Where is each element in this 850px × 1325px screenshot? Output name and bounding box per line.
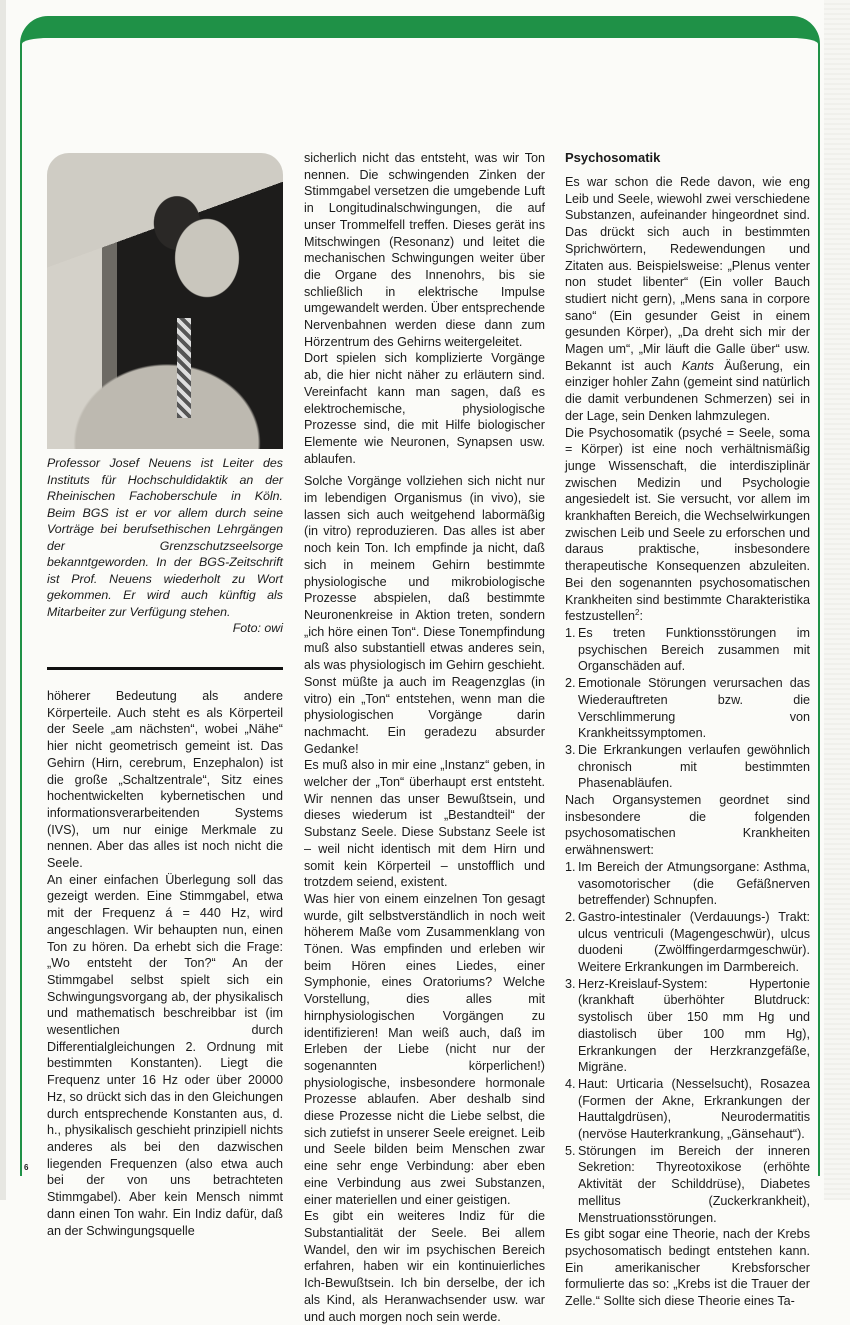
paragraph-organ-intro: Nach Organsystemen geordnet sind insbesondere die folgenden psychosomatischen Krankheiten erwähnenswert: — [565, 793, 810, 858]
photo-caption: Professor Josef Neuens ist Leiter des Instituts für Hochschuldidaktik an der Rheinischen Fachoberschule in Köln. Beim BGS ist er vor allem durch seine Vorträge bei berufsethischen Lehrgängen der Grenzschutzseelsorge bekanntgeworden. In der BGS-Zeitschrift ist Prof. Neuens wiederholt zu Wort gekommen. Er wird auch künftig als Mitarbeiter zur Verfügung stehen. — [47, 456, 283, 619]
paragraph: Solche Vorgänge vollziehen sich nicht nur im lebendigen Organismus (in vivo), sie lassen sich auch weitgehend labormäßig (in vitro) reproduzieren. Das alles ist aber noch kein Ton. Ich empfinde ja nicht, daß sich in meinem Gehirn bestimmte physiologische und mikrobiologische Prozesse abspielen, daß bestimmte Neuronenkreise in Aktion treten, sondern „ich höre einen Ton“. Diese Tonempfindung muß also substantiell etwas anderes sein, als was physiologisch im Gehirn geschieht. Sonst müßte ja auch im Reagenzglas (in vitro) ein „Ton“ entstehen, wenn man die physiologischen Vorgänge darin nachmacht. Ein geradezu absurder Gedanke! — [304, 474, 545, 756]
section-heading: Psychosomatik — [565, 150, 661, 165]
list-text: Haut: Urticaria (Nesselsucht), Rosazea (Formen der Akne, Erkrankungen der Hauttalgdrüsen), Neurodermatitis (nervöse Hauterkrankung, „Gänsehaut“). — [578, 1076, 810, 1142]
list-number: 2. — [565, 909, 576, 924]
column-1 — [47, 688, 283, 1239]
list-text: Gastro-intestinaler (Verdauungs-) Trakt: ulcus ventriculi (Magengeschwür), ulcus duodeni (Zwölffingerdarmgeschwür). Weitere Erkrankungen im Darmbereich. — [578, 909, 810, 975]
list-text: Es treten Funktionsstörungen im psychischen Bereich zusammen mit Organschäden auf. — [578, 625, 810, 674]
list-item — [565, 859, 810, 909]
list-number: 2. — [565, 676, 576, 691]
list-text: Herz-Kreislauf-System: Hypertonie (krankhaft überhöhter Blutdruck: systolisch über 150 mm Hg und diastolisch über 100 mm Hg), Erkrankungen der Herzkranzgefäße, Migräne. — [578, 976, 810, 1075]
column-3 — [565, 150, 810, 1310]
list-number: 1. — [565, 625, 576, 640]
paragraph: An einer einfachen Überlegung soll das gezeigt werden. Eine Stimmgabel, etwa mit der Frequenz á = 440 Hz, wird angeschlagen. Wir behaupten nun, einen Ton zu hören. Da erhebt sich die Frage: „Wo entsteht der Ton?“ An der Stimmgabel selbst spielt sich ein Schwingungsvorgang ab, der physikalisch und mathematisch beschreibbar ist (im wesentlichen durch Differentialgleichungen 2. Ordnung mit bestimmten Konstanten). Liegt die Frequenz unter 16 Hz oder über 20000 Hz, so drückt sich das in den Gleichungen durch entsprechende Konstanten aus, d. h., physikalisch geschieht prinzipiell nichts anderes als bei den dazwischen liegenden Frequenzen (also etwa auch bei der von uns betrachteten Stimmgabel). Aber kein Mensch nimmt dann einen Ton wahr. Ein Indiz dafür, daß an der Schwingungsquelle — [47, 872, 283, 1238]
list-text: Störungen im Bereich der inneren Sekretion: Thyreotoxikose (erhöhte Aktivität der Schilddrüse), Diabetes mellitus (Zuckerkrankheit), Menstruationsstörungen. — [578, 1143, 810, 1225]
scan-left-edge — [0, 0, 6, 1200]
paragraph-closing: Es gibt sogar eine Theorie, nach der Krebs psychosomatisch bedingt entstehen kann. Ein amerikanischer Krebsforscher formulierte das so: „Krebs ist die Trauer der Zelle.“ Sollte sich diese Theorie eines Ta- — [565, 1227, 810, 1309]
paragraph: Es muß also in mir eine „Instanz“ geben, in welcher der „Ton“ überhaupt erst entsteht. Wir nennen das unser Bewußtsein, und dieses wiederum ist „Bestandteil“ der Substanz Seele. Diese Substanz Seele ist – weil nicht identisch mit dem Hirn und somit kein Körperteil – unstofflich und trotzdem seiend, existent. — [304, 758, 545, 890]
frame-top-bar — [22, 38, 818, 68]
paragraph: Dort spielen sich komplizierte Vorgänge ab, die hier nicht näher zu erläutern sind. Vereinfacht kann man sagen, daß es elektrochemische, physiologische Prozesse sind, die mit Hilfe biologischer Elemente wie Neuronen, Synapsen usw. ablaufen. — [304, 351, 545, 466]
list-item — [565, 1076, 810, 1143]
list-text: Im Bereich der Atmungsorgane: Asthma, vasomotorischer (die Gefäßnerven betreffender) Schnupfen. — [578, 859, 810, 908]
list-text: Die Erkrankungen verlaufen gewöhnlich chronisch mit bestimmten Phasenabläufen. — [578, 742, 810, 791]
tie-pattern — [177, 318, 191, 418]
paragraph: Es gibt ein weiteres Indiz für die Substantialität der Seele. Bei allem Wandel, den wir im psychischen Bereich erfahren, haben wir ein kontinuierliches Ich-Bewußtsein. Ich bin derselbe, der ich als Kind, als Heranwachsender usw. war und auch morgen noch sein werde. — [304, 1209, 545, 1324]
list-number: 1. — [565, 859, 576, 874]
scan-right-edge — [824, 0, 850, 1200]
paragraph-definition: Die Psychosomatik (psyché = Seele, soma = Körper) ist eine noch verhältnismäßig junge Wissenschaft, die interdisziplinär zwischen Medizin und Psychologie angesiedelt ist. Sie versucht, vor allem im krankhaften Bereich, die Wechselwirkungen zwischen Leib und Seele zu erforschen und daraus praktische, insbesondere therapeutische Konsequenzen abzuleiten. Bei den sogenannten psychosomatischen Krankheiten sind bestimmte Charakteristika festzustellen$^2$: — [565, 425, 810, 624]
list-item — [565, 625, 810, 675]
list-item — [565, 742, 810, 792]
diseases-list — [565, 859, 810, 1226]
list-number: 3. — [565, 976, 576, 991]
column-2 — [304, 150, 545, 1325]
author-photo — [47, 153, 283, 449]
page-number: 6 — [24, 1163, 29, 1172]
kant-name: Kants — [681, 358, 714, 373]
list-item — [565, 1143, 810, 1227]
list-item — [565, 909, 810, 976]
list-item — [565, 675, 810, 742]
photo-block — [47, 153, 283, 670]
definition-text: Die Psychosomatik (psyché = Seele, soma = Körper) ist eine noch verhältnismäßig junge Wissenschaft, die interdisziplinär zwischen Medizin und Psychologie angesiedelt ist. Sie versucht, vor allem im krankhaften Bereich, die Wechselwirkungen zwischen Leib und Seele zu erforschen und daraus praktische, insbesondere therapeutische Konsequenzen abzuleiten. Bei den sogenannten psychosomatischen Krankheiten sind bestimmte Charakteristika festzustellen — [565, 425, 810, 624]
paragraph-intro — [565, 174, 810, 425]
footnote-ref[interactable]: 2 — [635, 608, 640, 618]
paragraph: höherer Bedeutung als andere Körperteile. Auch steht es als Körperteil der Seele „am nächsten“, wobei „Nähe“ hier nicht geometrisch gemeint ist. Das Gehirn (Hirn, cerebrum, Enzephalon) ist die große „Schaltzentrale“, Sitz eines hochentwickelten kybernetischen und informationsverarbeitenden Systems (IVS), um nur einige Merkmale zu nennen. Aber das alles ist noch nicht die Seele. — [47, 689, 283, 871]
list-text: Emotionale Störungen verursachen das Wiederauftreten bzw. die Verschlimmerung von Krankheitssymptomen. — [578, 676, 810, 741]
list-item — [565, 976, 810, 1076]
intro-text-continued: Äußerung, ein einziger hohler Zahn (gemeint sind natürlich die damit verbundenen Schmerzen) sei in der Lage, sein Denken lahmzulegen. — [565, 358, 811, 423]
paragraph: Was hier von einem einzelnen Ton gesagt wurde, gilt selbstverständlich in noch weit höherem Maße vom Zusammenklang von Tönen. Was empfinden und erleben wir beim Hören eines Liedes, einer Symphonie, eines Oratoriums? Welche Vorstellung, dies alles mit hirnphysiologischen Vorgängen zu identifizieren! Man weiß auch, daß im Erleben der Liebe (nicht nur der sogenannten körperlichen!) physiologische, insbesondere hormonale Prozesse ablaufen. Aber deshalb sind diese Prozesse nicht die Liebe selbst, die sich zutiefst in unserer Seele ereignet. Leib und Seele bilden beim Menschen zwar eine sehr enge Verbindung: aber eben eine Verbindung aus zwei Substanzen, einer materiellen und einer geistigen. — [304, 891, 545, 1207]
list-number: 4. — [565, 1076, 576, 1091]
characteristics-list — [565, 625, 810, 792]
paragraph: sicherlich nicht das entsteht, was wir Ton nennen. Die schwingenden Zinken der Stimmgabel versetzen die umgebende Luft in Longitudinalschwingungen, die auf unser Trommelfell treffen. Dieses gerät ins Mitschwingen (Resonanz) und leitet die mechanischen Schwingungen weiter über die Organe des Innenohrs, bis sie schließlich in elektrische Impulse umgewandelt werden. Über entsprechende Nervenbahnen werden diese dann zum Hörzentrum des Gehirns weitergeleitet. — [304, 151, 545, 349]
list-number: 5. — [565, 1143, 576, 1158]
caption-divider — [47, 667, 283, 670]
intro-text: Es war schon die Rede davon, wie eng Leib und Seele, wiewohl zwei verschiedene Substanzen, aufeinander hingeordnet sind. Das drückt sich auch in bestimmten Sprichwörtern, Redewendungen und Zitaten aus. Beispielsweise: „Plenus venter non studet libenter“ (Ein voller Bauch studiert nicht gern), „Mens sana in corpore sano“ (Ein gesunder Geist in einem gesunden Körper), „Da dreht sich mir der Magen um“, „Mir läuft die Galle über“ usw. Bekannt ist auch — [565, 175, 810, 373]
photo-credit: Foto: owi — [232, 621, 283, 635]
list-number: 3. — [565, 742, 576, 757]
